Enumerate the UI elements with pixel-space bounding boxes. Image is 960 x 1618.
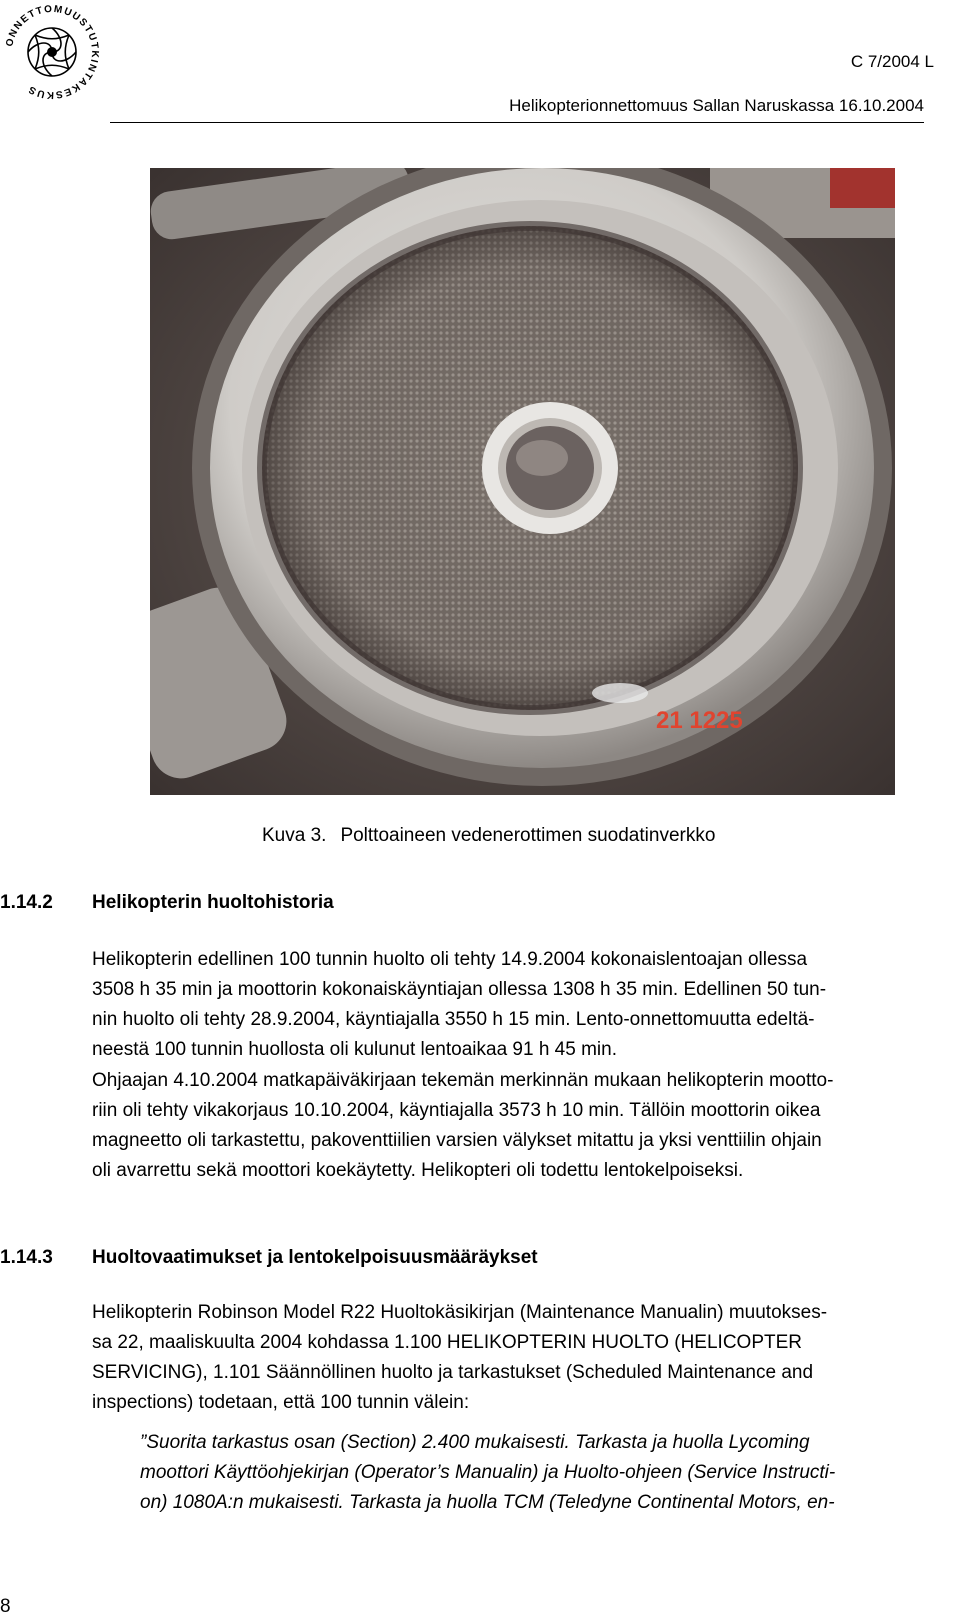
investigation-board-logo	[2, 2, 102, 102]
report-code: C 7/2004 L	[850, 52, 934, 71]
text-line: Helikopterin Robinson Model R22 Huoltokäsikirjan (Maintenance Manualin) muutokses-	[92, 1302, 828, 1323]
section-title: Huoltovaatimukset ja lentokelpoisuusmääräykset	[92, 1247, 538, 1268]
maintenance-history-paragraph-1	[92, 945, 952, 1065]
text-line: riin oli tehty vikakorjaus 10.10.2004, käyntiajalla 3573 h 10 min. Tällöin moottorin oikea	[92, 1100, 821, 1121]
figure-label: Kuva 3.	[262, 825, 327, 846]
text-line: neestä 100 tunnin huollosta oli kulunut lentoaikaa 91 h 45 min.	[92, 1039, 617, 1060]
logo-text: ONNETTOMUUSTUTKINTAKESKUS	[4, 3, 101, 101]
text-line: sa 22, maaliskuulta 2004 kohdassa 1.100 HELIKOPTERIN HUOLTO (HELICOPTER	[92, 1332, 802, 1353]
section-number: 1.14.3	[0, 1247, 53, 1268]
text-line: magneetto oli tarkastettu, pakoventtiilien varsien välykset mitattu ja yksi venttiilin ohjain	[92, 1130, 822, 1151]
text-line: Helikopterin edellinen 100 tunnin huolto oli tehty 14.9.2004 kokonaislentoajan ollessa	[92, 949, 808, 970]
fuel-filter-screen-photo	[150, 168, 895, 795]
section-heading-1-14-3	[0, 1247, 538, 1269]
figure-caption	[262, 825, 715, 847]
quote-line: on) 1080A:n mukaisesti. Tarkasta ja huolla TCM (Teledyne Continental Motors, en-	[140, 1492, 835, 1513]
quoted-manual-text	[140, 1428, 952, 1518]
text-line: nin huolto oli tehty 28.9.2004, käyntiajalla 3550 h 15 min. Lento-onnettomuutta edeltä-	[92, 1009, 815, 1030]
report-title: Helikopterionnettomuus Sallan Naruskassa 16.10.2004	[509, 96, 924, 115]
figure-caption-text: Polttoaineen vedenerottimen suodatinverkko	[340, 825, 716, 846]
text-line: Ohjaajan 4.10.2004 matkapäiväkirjaan tekemän merkinnän mukaan helikopterin mootto-	[92, 1070, 834, 1091]
page-number: 8	[0, 1596, 11, 1617]
quote-line: ”Suorita tarkastus osan (Section) 2.400 mukaisesti. Tarkasta ja huolla Lycoming	[140, 1432, 810, 1453]
maintenance-requirements-paragraph	[92, 1298, 952, 1418]
photo-date-stamp: 21 1225	[656, 707, 743, 734]
section-title: Helikopterin huoltohistoria	[92, 892, 334, 913]
text-line: SERVICING), 1.101 Säännöllinen huolto ja tarkastukset (Scheduled Maintenance and	[92, 1362, 814, 1383]
maintenance-history-paragraph-2	[92, 1066, 952, 1186]
text-line: 3508 h 35 min ja moottorin kokonaiskäyntiajan ollessa 1308 h 35 min. Edellinen 50 tun-	[92, 979, 827, 1000]
text-line: inspections) todetaan, että 100 tunnin välein:	[92, 1392, 470, 1413]
quote-line: moottori Käyttöohjekirjan (Operator’s Manualin) ja Huolto-ohjeen (Service Instructi-	[140, 1462, 836, 1483]
section-number: 1.14.2	[0, 892, 53, 913]
text-line: oli avarrettu sekä moottori koekäytetty. Helikopteri oli todettu lentokelpoiseksi.	[92, 1160, 744, 1181]
section-heading-1-14-2	[0, 892, 334, 914]
header-divider	[110, 122, 924, 123]
